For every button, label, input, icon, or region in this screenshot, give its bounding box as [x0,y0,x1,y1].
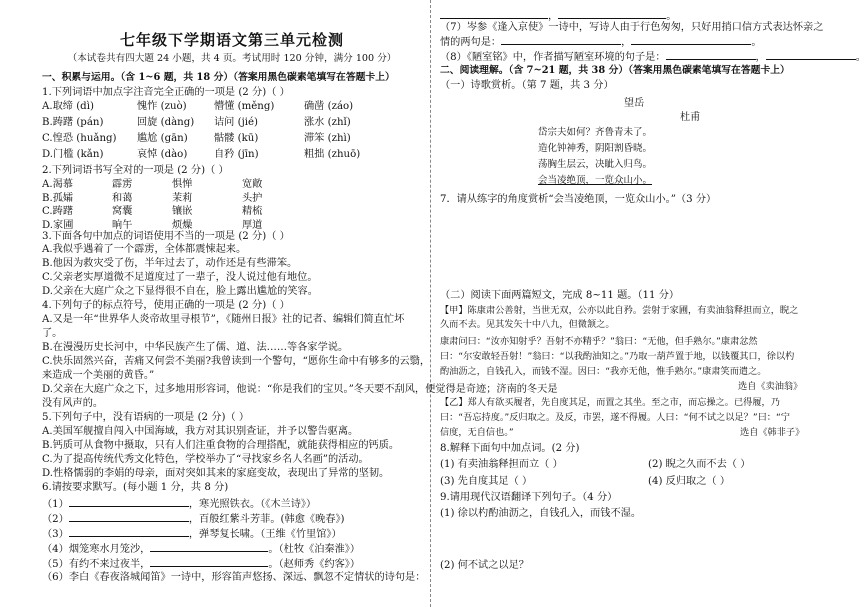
q9-item-2: (2) 何不试之以足？ [440,560,529,571]
q1-option-1-3: 懵懂 (měng) [214,101,275,112]
q1-option-2-3: 诘问 (jié) [214,117,259,128]
q1-option-4-1: D.门槛 (kǎn) [42,149,104,160]
answer-blank[interactable] [69,496,189,507]
q8-item-2: (2) 睨之久而不去（ ） [648,459,751,470]
poem-line-1: 岱宗夫如何？齐鲁青未了。 [538,127,653,138]
q6-item-4: （4）烟笼寒水月笼沙， 。（杜牧《泊秦淮》） [42,541,360,556]
q6-item-6: （6）李白《春夜洛城闻笛》一诗中，形容笛声悠扬、深远、飘忽不定情状的诗句是： [42,572,426,583]
poem-line-4: 会当凌绝顶，一览众山小。 [538,175,653,186]
q2-option-1-1: A.渴慕 [42,179,73,190]
q1-option-3-1: C.惶恐 (huǎng) [42,133,117,144]
q1-option-4-4: 粗拙 (zhuō) [304,149,361,160]
answer-blank[interactable] [558,8,666,19]
q6-item-2: （2） ，百般红紫斗芳菲。(韩愈《晚春》) [42,511,345,526]
q2-option-2-2: 和蔼 [112,192,133,204]
q2-option-4-4: 厚道 [242,219,263,231]
passage-a-line-5: 酌油沥之，自钱孔入，而钱不湿。因曰：“我亦无他，惟手熟尔。”康肃笑而遣之。 [440,366,767,377]
q1-option-3-2: 尴尬 (gān) [137,133,188,144]
question-4: 4.下列句子的标点符号，使用正确的一项是 (2 分)（ ） [42,300,290,311]
answer-blank[interactable] [69,511,189,522]
q3-option-c: C.父亲老实厚道微不足道度过了一辈子，没人说过他有地位。 [42,272,318,283]
q5-option-d: D.性格懦弱的李娟的母亲，面对突如其来的家庭变故，表现出了异常的坚韧。 [42,468,390,479]
q2-option-4-1: D.家圃 [42,219,74,231]
answer-blank[interactable] [150,556,268,567]
answer-blank[interactable] [501,34,621,45]
q4-option-c-cont: 来造成一个美丽的黄昏。” [42,370,155,381]
answer-blank[interactable] [631,34,751,45]
answer-blank[interactable] [69,526,189,537]
q6-item-7-cont: 情的两句是： ， 。 [440,34,762,49]
q6-item-1: （1） ，寒光照铁衣。（《木兰诗》） [42,496,316,511]
q1-option-3-3: 骷髅 (kū) [214,133,259,144]
q2-option-3-3: 镶嵌 [172,206,193,217]
section-1-heading: 一、积累与运用。（含 1~6 题，共 18 分）（答案用黑色碳素笔填写在答题卡上） [42,72,395,83]
question-3: 3.下面各句中加点的词语使用不当的一项是 (2 分)（ ） [42,231,290,242]
answer-blank[interactable] [766,49,856,60]
column-divider [430,0,431,607]
q6-item-7: （7）岑参《逢入京使》一诗中，写诗人由于行色匆匆，只好用捎口信方式表达怀亲之 [440,22,824,33]
poem-author: 杜甫 [680,112,701,123]
q4-option-d: D.父亲在大庭广众之下，过多地用形容词，他说：“你是我们的宝贝。”冬天要不刮风，便觉得是奇迹；济南的冬天是 [42,384,558,395]
q2-option-1-3: 惧惮 [172,179,193,190]
q6-item-3: （3） ，弹琴复长啸。（王维《竹里馆》） [42,526,342,541]
q4-option-b: B.在漫漫历史长河中，中华民族产生了儒、道、法……等各家学说。 [42,342,349,353]
q5-option-c: C.为了提高传统代秀文化特色，学校举办了“寻找家乡名人名画”的活动。 [42,454,369,465]
q3-option-a: A.我似乎遇着了一个霹雳，全体都震悚起来。 [42,244,247,255]
q4-option-a-cont: 了。 [42,328,63,339]
question-7: 7．请从练字的角度赏析“会当凌绝顶，一览众山小。”（3 分） [440,194,717,205]
part-2-heading: （二）阅读下面两篇短文，完成 8~11 题。（11 分） [440,290,680,301]
q3-option-d: D.父亲在大庭广众之下显得很不自在，脸上露出尴尬的笑容。 [42,286,318,297]
q4-option-c: C.快乐固然兴奋，苦痛又何尝不美丽?我曾读到一个警句，“愿你生命中有够多的云翳， [42,356,431,367]
passage-a-line-1: 【甲】陈康肃公善射，当世无双，公亦以此自矜。尝射于家圃，有卖油翁释担而立，睨之 [440,305,799,316]
q1-option-3-4: 滞笨 (zhì) [304,133,351,144]
q2-option-3-4: 精梳 [242,206,263,217]
passage-b-line-2: 曰：“吾忘持度。”反归取之。及反，市罢，遂不得履。人曰：“何不试之以足？”曰：“宁 [440,412,790,423]
q2-option-4-2: 晌午 [112,219,133,231]
q5-option-b: B.钙质可从食物中摄取，只有人们注重食物的合理搭配，就能获得相应的钙质。 [42,440,400,451]
q1-option-2-1: B.踌躇 (pán) [42,117,104,128]
q2-option-1-4: 宽敞 [242,179,263,190]
q3-option-b: B.他因为救灾受了伤，半年过去了，动作还是有些滞笨。 [42,258,298,269]
section-2-heading: 二、阅读理解。（含 7~21 题，共 38 分）（答案用黑色碳素笔填写在答题卡上） [440,65,790,76]
q1-option-4-2: 哀悼 (dào) [137,149,188,160]
q2-option-4-3: 烦燥 [172,219,193,231]
q4-option-a: A.又是一年“世界华人炎帝故里寻根节”，《随州日报》社的记者、编辑们简直忙坏 [42,314,405,325]
poem-line-2: 造化钟神秀，阴阳割昏晓。 [538,143,653,154]
question-9: 9.请用现代汉语翻译下列句子。（4 分） [440,492,618,503]
q8-item-1: (1) 有卖油翁释担而立（ ） [440,459,563,470]
q2-option-1-2: 霹雳 [112,179,133,190]
passage-b-line-3: 信度，无自信也。” [440,427,514,438]
q1-option-1-4: 确凿 (záo) [304,101,354,112]
q5-option-a: A.美国军舰擅自闯入中国海域，我方对其识别查证，并予以警告驱离。 [42,426,359,437]
passage-a-line-2: 久而不去。见其发矢十中八九，但微颔之。 [440,319,615,330]
question-8: 8.解释下面句中加点词。(2 分) [440,443,580,454]
poem-line-3: 荡胸生层云，决眦入归鸟。 [538,159,653,170]
q1-option-1-1: A.取缔 (dì) [42,101,94,112]
question-6: 6.请按要求默写。(每小题 1 分，共 8 分) [42,482,229,493]
passage-b-line-1: 【乙】郑人有欲买履者，先自度其足，而置之其坐。至之市，而忘操之。已得履，乃 [440,397,780,408]
exam-note: （本试卷共有四大题 24 小题，共 4 页。考试用时 120 分钟，满分 100 分） [67,53,397,64]
question-1: 1.下列词语中加点字注音完全正确的一项是 (2 分)（ ） [42,87,290,98]
answer-blank[interactable] [440,8,548,19]
question-5: 5.下列句子中，没有语病的一项是 (2 分)（ ） [42,412,250,423]
part-1-heading: （一）诗歌赏析。（第 7 题，共 3 分） [440,80,614,91]
question-2: 2.下列词语书写全对的一项是 (2 分)（ ） [42,165,229,176]
q2-option-2-1: B.孤孀 [42,192,74,204]
q1-option-2-2: 回旋 (dàng) [137,117,195,128]
q9-item-1: (1) 徐以杓酌油沥之，自钱孔入，而钱不湿。 [440,508,642,519]
q8-item-3: (3) 先自度其足（ ） [440,476,533,487]
page-title: 七年级下学期语文第三单元检测 [119,31,344,49]
q6-item-5: （5）有约不来过夜半， 。（赵师秀《约客》） [42,556,360,571]
q6-item-8: （8）《陋室铭》中，作者描写陋室环境的句子是： ， 。 [440,49,866,64]
q4-option-d-cont: 没有风声的。 [42,398,104,409]
answer-blank[interactable] [666,49,756,60]
q6-continued-blank: ， 。 [440,8,676,23]
q1-option-1-2: 愧怍 (zuò) [137,101,187,112]
q2-option-2-3: 茉莉 [172,192,193,204]
passage-b-source: 选自《韩非子》 [740,427,805,438]
q2-option-3-1: C.踌躇 [42,206,74,217]
answer-blank[interactable] [150,541,268,552]
passage-a-line-4: 曰：“尔安敢轻吾射！”翁曰：“以我酌油知之。”乃取一葫芦置于地，以钱覆其口，徐以杓 [440,351,795,362]
q2-option-2-4: 头护 [242,192,263,204]
passage-a-line-3: 康肃问曰：“汝亦知射乎？吾射不亦精乎？”翁曰：“无他，但手熟尔。”康肃忿然 [440,336,758,347]
q2-option-3-2: 窝囊 [112,206,133,217]
q8-item-4: (4) 反归取之（ ） [648,476,731,487]
poem-title: 望岳 [623,98,645,109]
q1-option-4-3: 自矜 (jīn) [214,149,259,160]
q1-option-2-4: 涨水 (zhǐ) [304,117,351,128]
passage-a-source: 选自《卖油翁》 [738,381,803,392]
